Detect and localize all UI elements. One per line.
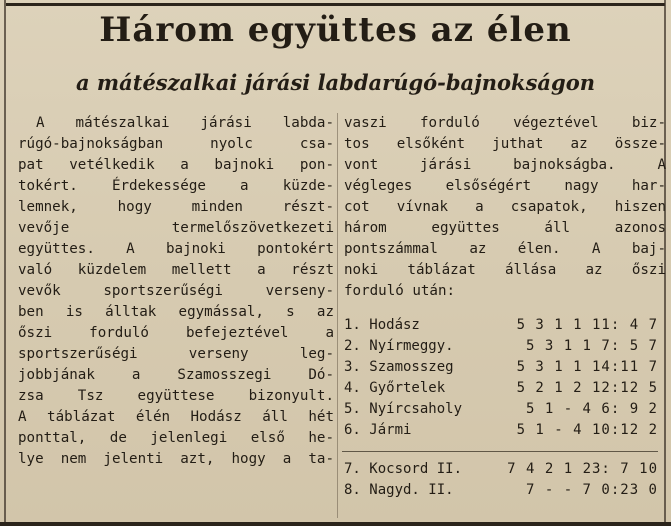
text-line: tos elsőként juthat az össze- bbox=[344, 136, 666, 152]
team-stats: 5 1 - 4 10:12 2 bbox=[516, 422, 658, 438]
text-line: három együttes áll azonos bbox=[344, 220, 666, 236]
text-line: lemnek, hogy minden részt- bbox=[18, 199, 334, 215]
text-line: jobbjának a Szamosszegi Dó- bbox=[18, 367, 334, 383]
text-line: noki táblázat állása az őszi bbox=[344, 262, 666, 278]
team-name: 4. Győrtelek bbox=[344, 380, 446, 396]
text-line: pontszámmal az élen. A baj- bbox=[344, 241, 666, 257]
team-name: 7. Kocsord II. bbox=[344, 461, 463, 477]
team-name: 8. Nagyd. II. bbox=[344, 482, 454, 498]
text-line: A táblázat élén Hodász áll hét bbox=[18, 409, 334, 425]
left-column bbox=[18, 113, 334, 470]
text-line: A mátészalkai járási labda- bbox=[36, 115, 334, 131]
text-line: tokért. Érdekessége a küzde- bbox=[18, 178, 334, 194]
team-stats: 5 1 - 4 6: 9 2 bbox=[525, 401, 658, 417]
text-line: vont járási bajnokságba. A bbox=[344, 157, 666, 173]
team-stats: 5 3 1 1 11: 4 7 bbox=[516, 317, 658, 333]
text-line: őszi forduló befejeztével a bbox=[18, 325, 334, 341]
team-stats: 7 4 2 1 23: 7 10 bbox=[507, 461, 658, 477]
top-rule bbox=[6, 3, 665, 6]
standings-table-top bbox=[344, 315, 664, 441]
text-line: ben is álltak egymással, s az bbox=[18, 304, 334, 320]
table-row bbox=[344, 480, 664, 501]
text-line: zsa Tsz együttese bizonyult. bbox=[18, 388, 334, 404]
text-line: vevője termelőszövetkezeti bbox=[18, 220, 334, 236]
table-row bbox=[344, 357, 664, 378]
team-name: 5. Nyírcsaholy bbox=[344, 401, 463, 417]
headline: Három együttes az élen bbox=[99, 10, 572, 50]
text-line: vevők sportszerűségi verseny- bbox=[18, 283, 334, 299]
team-name: 6. Jármi bbox=[344, 422, 412, 438]
table-row bbox=[344, 378, 664, 399]
team-stats: 5 3 1 1 7: 5 7 bbox=[525, 338, 658, 354]
table-row bbox=[344, 459, 664, 480]
team-stats: 5 3 1 1 14:11 7 bbox=[516, 359, 658, 375]
text-line: pat vetélkedik a bajnoki pon- bbox=[18, 157, 334, 173]
text-line: végleges elsőségért nagy har- bbox=[344, 178, 666, 194]
text-line: lye nem jelenti azt, hogy a ta- bbox=[18, 451, 334, 467]
text-line: való küzdelem mellett a részt bbox=[18, 262, 334, 278]
right-column bbox=[344, 113, 666, 302]
table-row bbox=[344, 420, 664, 441]
text-line: ponttal, de jelenlegi első he- bbox=[18, 430, 334, 446]
team-name: 1. Hodász bbox=[344, 317, 420, 333]
team-name: 2. Nyírmeggy. bbox=[344, 338, 454, 354]
team-name: 3. Szamosszeg bbox=[344, 359, 454, 375]
text-line: együttes. A bajnoki pontokért bbox=[18, 241, 334, 257]
team-stats: 7 - - 7 0:23 0 bbox=[525, 482, 658, 498]
team-stats: 5 2 1 2 12:12 5 bbox=[516, 380, 658, 396]
subheadline: a mátészalkai járási labdarúgó-bajnokságon bbox=[76, 70, 595, 95]
table-row bbox=[344, 336, 664, 357]
table-separator bbox=[342, 451, 658, 452]
column-divider bbox=[337, 113, 338, 518]
text-line: forduló után: bbox=[344, 283, 456, 299]
text-line: cot vívnak a csapatok, hiszen bbox=[344, 199, 666, 215]
table-row bbox=[344, 399, 664, 420]
text-line: sportszerűségi verseny leg- bbox=[18, 346, 334, 362]
text-line: rúgó-bajnokságban nyolc csa- bbox=[18, 136, 334, 152]
standings-table-bottom bbox=[344, 459, 664, 501]
text-line: vaszi forduló végeztével biz- bbox=[344, 115, 666, 131]
table-row bbox=[344, 315, 664, 336]
bottom-rule bbox=[0, 522, 671, 526]
